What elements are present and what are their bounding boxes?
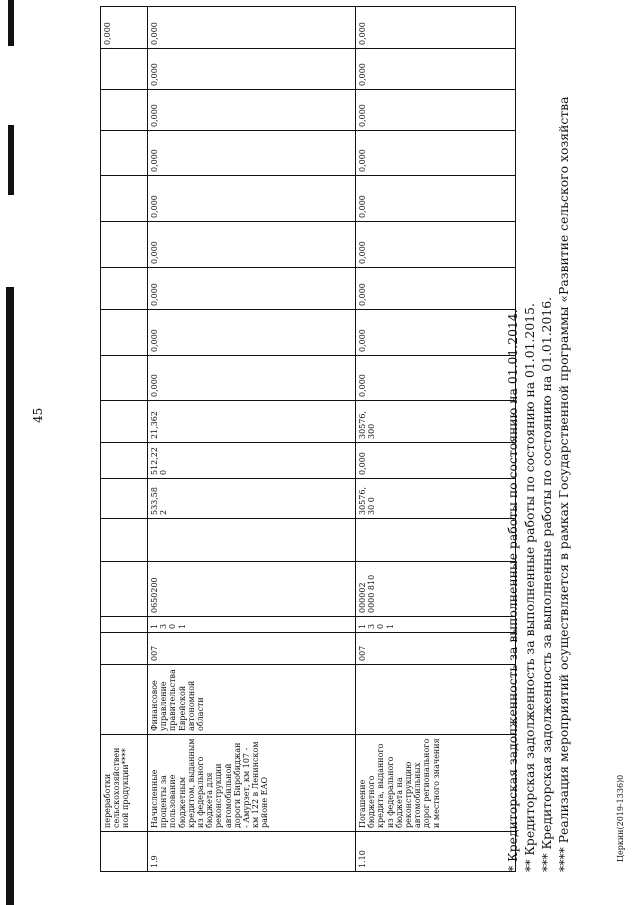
cell-value: 0,000 — [356, 443, 516, 479]
cell-num: 1.10 — [356, 832, 516, 872]
cell-value: 21,362 — [148, 401, 356, 443]
cell-name: Начисленные проценты за пользование бюджетным кредитом, выданным из федерального бюджета для реконструкции автомобильной дороги Биробиджан - Амурзет, км 107 - км 122 в Ленинском районе ЕАО — [148, 735, 356, 832]
cell-value: 0,000 — [356, 356, 516, 401]
cell-rzpr: 1301 — [148, 617, 356, 633]
cell-value: 0,000 — [356, 310, 516, 356]
cell-last-value: 0,000 — [101, 7, 148, 49]
page-number: 45 — [31, 407, 45, 423]
cell-csr: 000002 0000 810 — [356, 562, 516, 617]
cell-value: 0,000 — [148, 356, 356, 401]
cell-value: 0,000 — [356, 49, 516, 90]
cell-value: 512,220 — [148, 443, 356, 479]
footnotes — [504, 17, 572, 872]
cell-vr — [356, 519, 516, 562]
cell-value: 0,000 — [148, 131, 356, 176]
table-row-continuation — [101, 7, 148, 872]
scan-edge-mark-middle — [8, 125, 14, 195]
cell-value: 30576, 300 — [356, 401, 516, 443]
cell-grbs: 007 — [356, 633, 516, 665]
document-stamp: Церкин(2019-1336)0 — [616, 774, 625, 862]
cell-num: 1.9 — [148, 832, 356, 872]
cell-value: 30576,30 0 — [356, 479, 516, 519]
cell-value: 0,000 — [148, 310, 356, 356]
cell-value: 0,000 — [148, 176, 356, 222]
cell-name: переработки сельскохозяйствен ной продукции**** — [101, 735, 148, 832]
scan-edge-mark-bottom — [6, 287, 14, 905]
cell-value: 0,000 — [356, 176, 516, 222]
cell-rzpr: 1301 — [356, 617, 516, 633]
budget-table — [100, 6, 516, 872]
footnote: *** Кредиторская задолженность за выполненные работы по состоянию на 01.01.2016. — [539, 296, 555, 872]
table-row — [148, 7, 356, 872]
rotated-page — [100, 17, 603, 872]
cell-value: 0,000 — [356, 90, 516, 131]
cell-executor: Финансовое управление правительства Еврейской автономной области — [148, 665, 356, 735]
scan-edge-mark-top — [8, 0, 14, 46]
cell-value: 0,000 — [148, 7, 356, 49]
cell-executor — [356, 665, 516, 735]
cell-value: 0,000 — [148, 222, 356, 268]
footnote: **** Реализация мероприятий осуществляется в рамках Государственной программы «Развитие сельского хозяйства — [556, 96, 572, 872]
cell-grbs: 007 — [148, 633, 356, 665]
cell-value: 0,000 — [356, 222, 516, 268]
cell-value: 0,000 — [148, 90, 356, 131]
cell-csr: 0650200 — [148, 562, 356, 617]
cell-value: 0,000 — [148, 49, 356, 90]
cell-value: 0,000 — [356, 268, 516, 310]
cell-value: 533,582 — [148, 479, 356, 519]
table-row — [356, 7, 516, 872]
cell-vr — [148, 519, 356, 562]
footnote: * Кредиторская задолженность за выполненные работы по состоянию на 01.01.2014. — [505, 309, 520, 872]
cell-num — [101, 832, 148, 872]
cell-value: 0,000 — [356, 131, 516, 176]
cell-name: Погашение бюджетного кредита, выданного из федерального бюджета на реконструкцию автомобильных дорог регионального и местного значения — [356, 735, 516, 832]
cell-value: 0,000 — [356, 7, 516, 49]
cell-value: 0,000 — [148, 268, 356, 310]
footnote: ** Кредиторская задолженность за выполненные работы по состоянию на 01.01.2015. — [522, 303, 538, 872]
